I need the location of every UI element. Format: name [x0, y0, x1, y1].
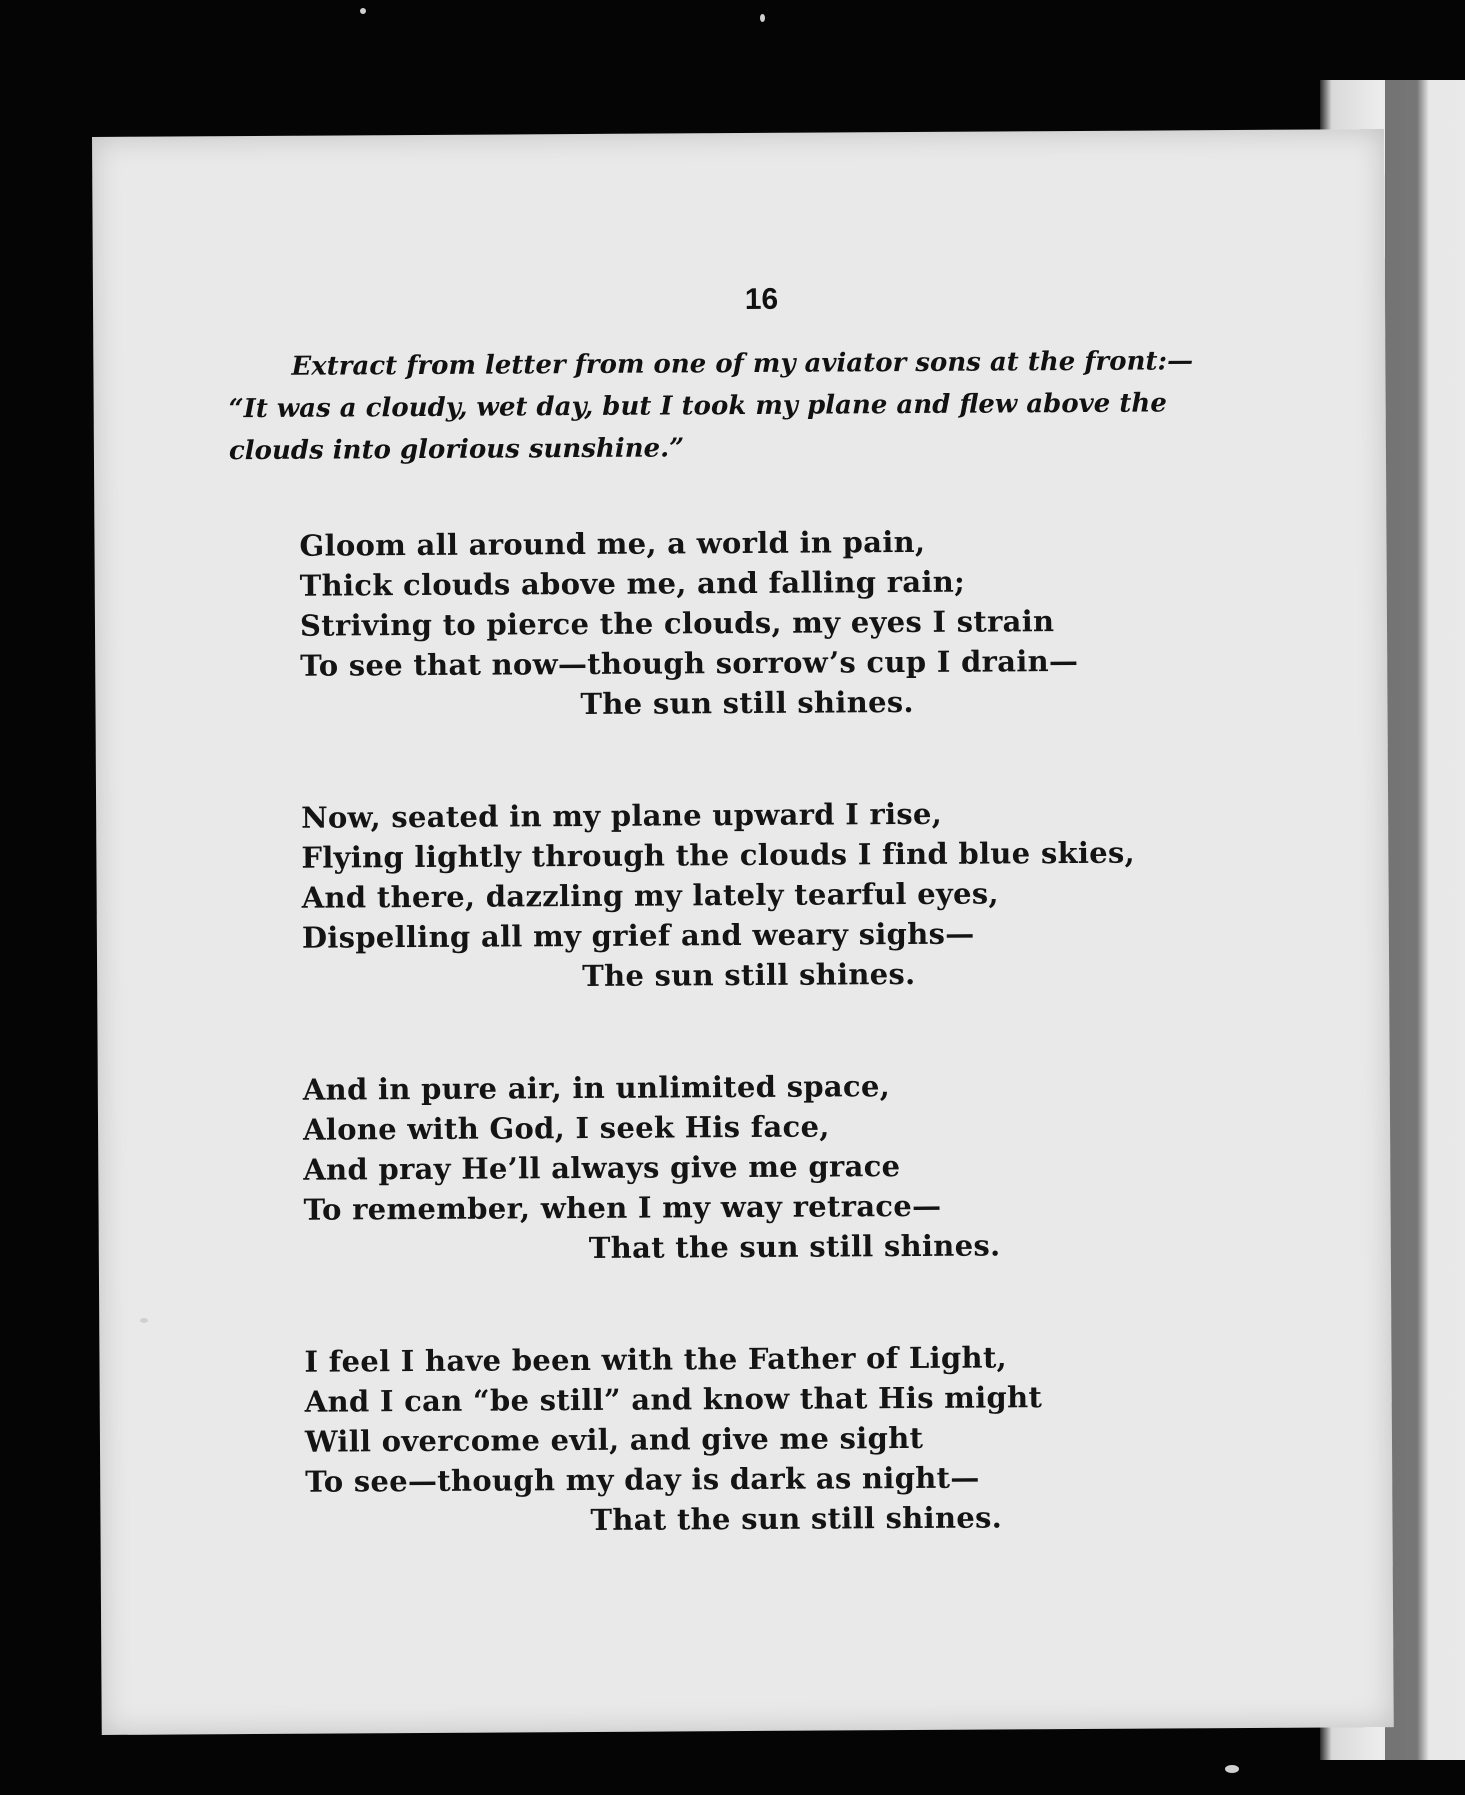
refrain-line: That the sun still shines.: [588, 1228, 1001, 1265]
page-number: 16: [744, 282, 779, 317]
poem-line: And pray He’ll always give me grace: [303, 1149, 901, 1187]
poem-line: And I can “be still” and know that His might: [304, 1380, 1043, 1419]
stanza-1: [299, 520, 1300, 726]
poem-line: Dispelling all my grief and weary sighs—: [301, 916, 975, 955]
epigraph-line: clouds into glorious sunshine.”: [228, 433, 685, 467]
epigraph-line: “It was a cloudy, wet day, but I took my plane and flew above the: [228, 388, 1167, 425]
stanza-3: [303, 1064, 1304, 1270]
poem-line: Thick clouds above me, and falling rain;: [299, 564, 966, 603]
poem: [299, 520, 1306, 1614]
poem-line: Gloom all around me, a world in pain,: [299, 524, 926, 563]
poem-line: Alone with God, I seek His face,: [302, 1109, 830, 1147]
poem-line: Now, seated in my plane upward I rise,: [301, 796, 943, 835]
epigraph: [228, 340, 1269, 472]
refrain-line: The sun still shines.: [582, 956, 916, 994]
poem-line: And there, dazzling my lately tearful eyes,: [301, 876, 999, 915]
poem-line: And in pure air, in unlimited space,: [302, 1069, 891, 1107]
refrain-line: That the sun still shines.: [590, 1500, 1003, 1537]
adjacent-page-shadow: [1385, 80, 1465, 1760]
poem-line: To remember, when I my way retrace—: [303, 1188, 942, 1227]
epigraph-line: Extract from letter from one of my aviator sons at the front:—: [291, 346, 1194, 382]
stanza-4: [304, 1336, 1305, 1542]
poem-line: To see that now—though sorrow’s cup I drain—: [300, 643, 1079, 683]
film-speck: [1225, 1765, 1239, 1773]
poem-line: Will overcome evil, and give me sight: [304, 1420, 924, 1459]
poem-line: To see—though my day is dark as night—: [305, 1460, 980, 1499]
refrain-line: The sun still shines.: [580, 684, 914, 722]
film-speck: [360, 8, 366, 14]
film-speck: [760, 14, 765, 22]
stanza-2: [301, 792, 1302, 998]
film-speck: [140, 1318, 148, 1323]
poem-line: I feel I have been with the Father of Light,: [304, 1340, 1008, 1379]
poem-line: Striving to pierce the clouds, my eyes I strain: [299, 604, 1055, 643]
book-page: [92, 129, 1394, 1735]
poem-line: Flying lightly through the clouds I find blue skies,: [301, 835, 1136, 875]
